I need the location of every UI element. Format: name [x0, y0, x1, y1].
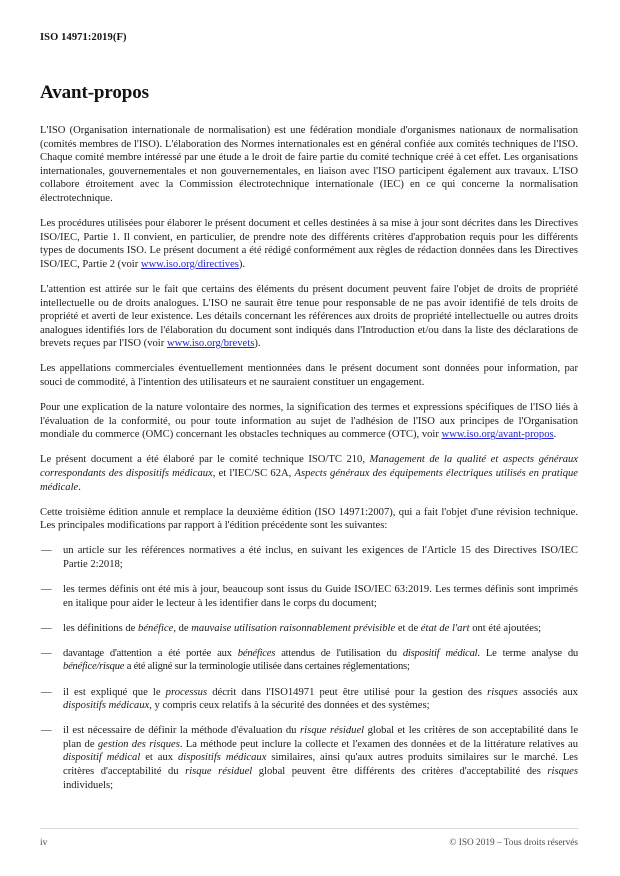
list-item-text: et aux [140, 752, 178, 764]
list-item-term: bénéfice/risque [63, 661, 125, 673]
list-item-term: risques [547, 765, 578, 777]
footer-divider [40, 828, 578, 829]
list-item-dash: — [41, 622, 52, 634]
list-item-text: les termes définis ont été mis à jour, beaucoup sont issus du Guide ISO/IEC 63:2019. Les termes définis sont imprimés en italique pour aider le lecteur à les identifier dans le corps du document; [63, 584, 578, 609]
list-item-term: bénéfices [237, 647, 276, 659]
list-item [40, 544, 578, 571]
list-item-text: . La méthode peut inclure la collecte et l'examen des données et de la littérature relatives au [179, 738, 578, 750]
list-item-term: dispositif médical [63, 752, 141, 764]
list-item-term: risques [487, 686, 518, 698]
list-item [40, 724, 578, 792]
running-head: ISO 14971:2019(F) [40, 32, 127, 43]
paragraph-patent-rights-tail: ). [254, 338, 261, 350]
list-item-text: les définitions de [63, 622, 139, 634]
committee-intro: Le présent document a été élaboré par le comité technique ISO/TC 210, [40, 454, 370, 466]
list-item-text: décrit dans l'ISO14971 peut être utilisé pour la gestion des [207, 686, 488, 698]
list-item-text: ont été ajoutées; [469, 622, 542, 634]
paragraph-procedures-text: Les procédures utilisées pour élaborer le présent document et celles destinées à sa mise à jour sont décrites dans les Directives ISO/IEC, Partie 1. Il convient, en particulier, de prendre note des différents critères d'approbation requis pour les différents types de documents ISO. Le présent document a été rédigé conformément aux règles de rédaction données dans les Directives ISO/IEC, Partie 2 (voir [40, 218, 578, 270]
paragraph-procedures [40, 217, 578, 271]
list-item-text: davantage d'attention a été portée aux [63, 647, 238, 659]
list-item-text: a été aligné sur la terminologie utilisée dans certaines réglementations; [124, 661, 410, 673]
list-item-term: mauvaise utilisation raisonnablement prévisible [191, 622, 396, 634]
page-title: Avant-propos [40, 82, 149, 103]
list-item-term: risque résiduel [185, 765, 253, 777]
list-item-term: état de l'art [420, 622, 470, 634]
list-item-term: dispositifs médicaux [177, 752, 267, 764]
list-item [40, 647, 578, 674]
committee-connector: , et l'IEC/SC 62A, [212, 467, 295, 479]
committee-tail: . [78, 481, 81, 493]
list-item-text: un article sur les références normatives a été inclus, en suivant les exigences de l'Article 15 des Directives ISO/IEC Partie 2:2018; [63, 545, 578, 570]
list-item-text: attendus de l'utilisation du [275, 647, 403, 659]
footer-page-number: iv [40, 838, 48, 848]
list-item-dash: — [41, 725, 52, 737]
paragraph-wto-tbt-tail: . [553, 429, 557, 441]
paragraph-wto-tbt [40, 401, 578, 442]
list-item-text: , y compris ceux relatifs à la sécurité des données et des systèmes; [149, 700, 430, 712]
paragraph-committee [40, 453, 578, 494]
list-item-term: dispositifs médicaux [63, 700, 150, 712]
list-item-text: il est expliqué que le [63, 686, 166, 698]
list-item-text: il est nécessaire de définir la méthode d'évaluation du [63, 725, 300, 737]
paragraph-trade-names: Les appellations commerciales éventuellement mentionnées dans le présent document sont données pour information, par souci de commodité, à l'intention des utilisateurs et ne sauraient constituer un engagement. [40, 363, 578, 388]
committee-title-sc62a: Aspects généraux des équipements électriques utilisés en pratique médicale [40, 467, 578, 493]
footer-copyright: © ISO 2019 – Tous droits réservés [449, 838, 578, 848]
list-item [40, 622, 578, 636]
paragraph-patent-rights-text: L'attention est attirée sur le fait que certains des éléments du présent document peuvent faire l'objet de droits de propriété intellectuelle ou de droits analogues. L'ISO ne saurait être tenue pour responsable de ne pas avoir identifié de tels droits de propriété et averti de leur existence. Les détails concernant les références aux droits de propriété intellectuelle ou autres droits analogues identifiés lors de l'élaboration du document sont indiqués dans l'Introduction et/ou dans la liste des déclarations de brevets reçues par l'ISO (voir [40, 283, 578, 350]
list-item-term: bénéfice [138, 622, 174, 634]
list-item-term: gestion des risques [97, 738, 180, 750]
list-item-dash: — [41, 584, 52, 596]
paragraph-procedures-tail: ). [238, 258, 246, 270]
list-item-text: . Le terme analyse du [477, 647, 579, 659]
list-item-dash: — [41, 686, 52, 698]
list-item-text: et de [395, 622, 421, 634]
list-item-text: similaires, ainsi qu'aux autres produits similaires sur le marché. Les critères d'acceptabilité du [63, 752, 578, 777]
list-item [40, 686, 578, 713]
paragraph-wto-tbt-text: Pour une explication de la nature volontaire des normes, la signification des termes et expressions spécifiques de l'ISO liés à l'évaluation de la conformité, ou pour toute information au sujet de l'adhésion de l'ISO aux principes de l'Organisation mondiale du commerce (OMC) concernant les obstacles techniques au commerce (OTC), voir [40, 402, 578, 441]
link-iso-brevets[interactable]: www.iso.org/brevets [166, 338, 255, 350]
paragraph-iso-description: L'ISO (Organisation internationale de normalisation) est une fédération mondiale d'organismes nationaux de normalisation (comités membres de l'ISO). L'élaboration des Normes internationales est en général confiée aux comités techniques de l'ISO. Chaque comité membre intéressé par une étude a le droit de faire partie du comité technique créé à cet effet. Les organisations internationales, gouvernementales et non gouvernementales, en liaison avec l'ISO participent également aux travaux. L'ISO collabore étroitement avec la Commission électrotechnique internationale (IEC) en ce qui concerne la normalisation électrotechnique. [40, 125, 578, 204]
changes-list [40, 544, 578, 792]
list-item-text: associés aux [517, 686, 578, 698]
list-item [40, 583, 578, 610]
page-content [40, 82, 578, 804]
list-item-dash: — [41, 647, 52, 659]
paragraph-third-edition: Cette troisième édition annule et remplace la deuxième édition (ISO 14971:2007), qui a fait l'objet d'une révision technique. Les principales modifications par rapport à l'édition précédente sont les suivantes: [40, 506, 578, 532]
link-iso-avant-propos[interactable]: www.iso.org/avant-propos [441, 429, 554, 441]
list-item-term: dispositif médical [402, 647, 478, 659]
list-item-text: , de [173, 622, 192, 634]
list-item-text: individuels; [63, 779, 114, 791]
paragraph-patent-rights [40, 283, 578, 351]
list-item-text: global et les critères de son acceptabilité dans le plan de [63, 725, 579, 750]
list-item-dash: — [41, 545, 52, 557]
committee-title-tc210: Management de la qualité et aspects généraux correspondants des dispositifs médicaux [40, 454, 578, 479]
list-item-term: risque résiduel [300, 725, 365, 737]
page-footer [40, 838, 578, 848]
link-iso-directives[interactable]: www.iso.org/directives [140, 258, 239, 270]
list-item-term: processus [165, 686, 208, 698]
list-item-text: global peuvent être différents des critères d'acceptabilité des [252, 765, 548, 777]
